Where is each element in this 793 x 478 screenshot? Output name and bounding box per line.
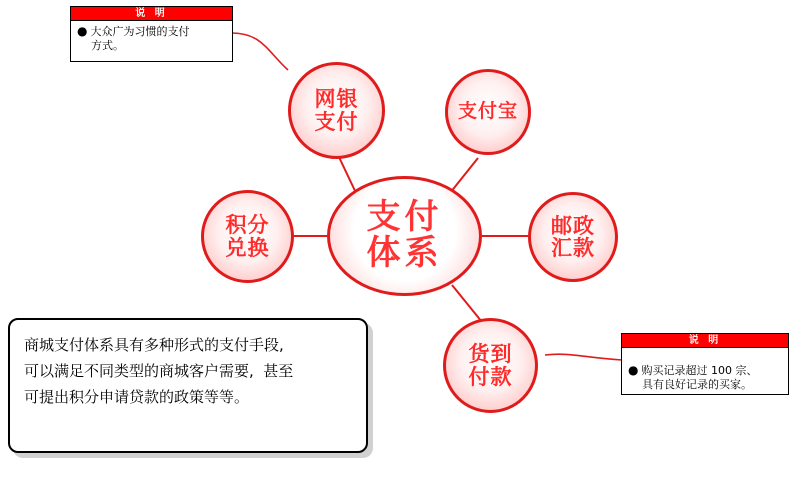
description-line-2: 可以满足不同类型的商城客户需要, 甚至 <box>24 362 294 380</box>
callout-bottom-line2: 具有良好记录的买家。 <box>642 378 752 391</box>
node-wangyin-zhifu[interactable] <box>288 62 385 159</box>
callout-bottom[interactable] <box>621 333 789 395</box>
node-jifen-duihuan[interactable] <box>201 190 294 283</box>
node-zhifubao-line1: 支付宝 <box>457 100 518 123</box>
bullet-icon: ● <box>77 24 88 38</box>
callout-bottom-body <box>622 348 788 396</box>
node-zhifubao[interactable] <box>445 69 531 155</box>
edge-center-zhifubao <box>450 158 478 193</box>
description-line-1: 商城支付体系具有多种形式的支付手段, <box>24 336 284 354</box>
node-jifen-line1: 积分 <box>225 213 270 238</box>
callout-top-body <box>71 21 232 57</box>
callout-top[interactable] <box>70 6 233 62</box>
node-youzheng-huikuan[interactable] <box>528 192 618 282</box>
node-wangyin-line2: 支付 <box>314 109 359 134</box>
node-huodao-line1: 货到 <box>468 342 513 367</box>
node-center-line1: 支付 <box>366 197 443 238</box>
callout-top-line2: 方式。 <box>91 39 124 52</box>
callout-top-line1: 大众广为习惯的支付 <box>90 25 190 38</box>
edge-center-huodao <box>452 285 482 322</box>
leader-callout-top <box>232 33 288 70</box>
callout-bottom-line1: 购买记录超过 100 宗、 <box>641 364 758 377</box>
node-center-line2: 体系 <box>366 233 443 273</box>
node-jifen-line2: 兑换 <box>225 235 270 260</box>
description-line-3: 可提出积分申请贷款的政策等等。 <box>24 388 250 406</box>
node-youzheng-line1: 邮政 <box>551 213 595 238</box>
node-center[interactable] <box>327 176 482 296</box>
description-panel[interactable] <box>8 318 368 453</box>
node-huodao-line2: 付款 <box>468 364 513 389</box>
node-huodao-fukuan[interactable] <box>443 318 538 413</box>
node-youzheng-line2: 汇款 <box>551 236 595 260</box>
callout-bottom-title: 说 明 <box>622 334 788 348</box>
callout-top-title: 说 明 <box>71 7 232 21</box>
node-wangyin-line1: 网银 <box>314 87 359 112</box>
bullet-icon: ● <box>628 363 639 377</box>
leader-callout-bottom <box>545 354 622 360</box>
